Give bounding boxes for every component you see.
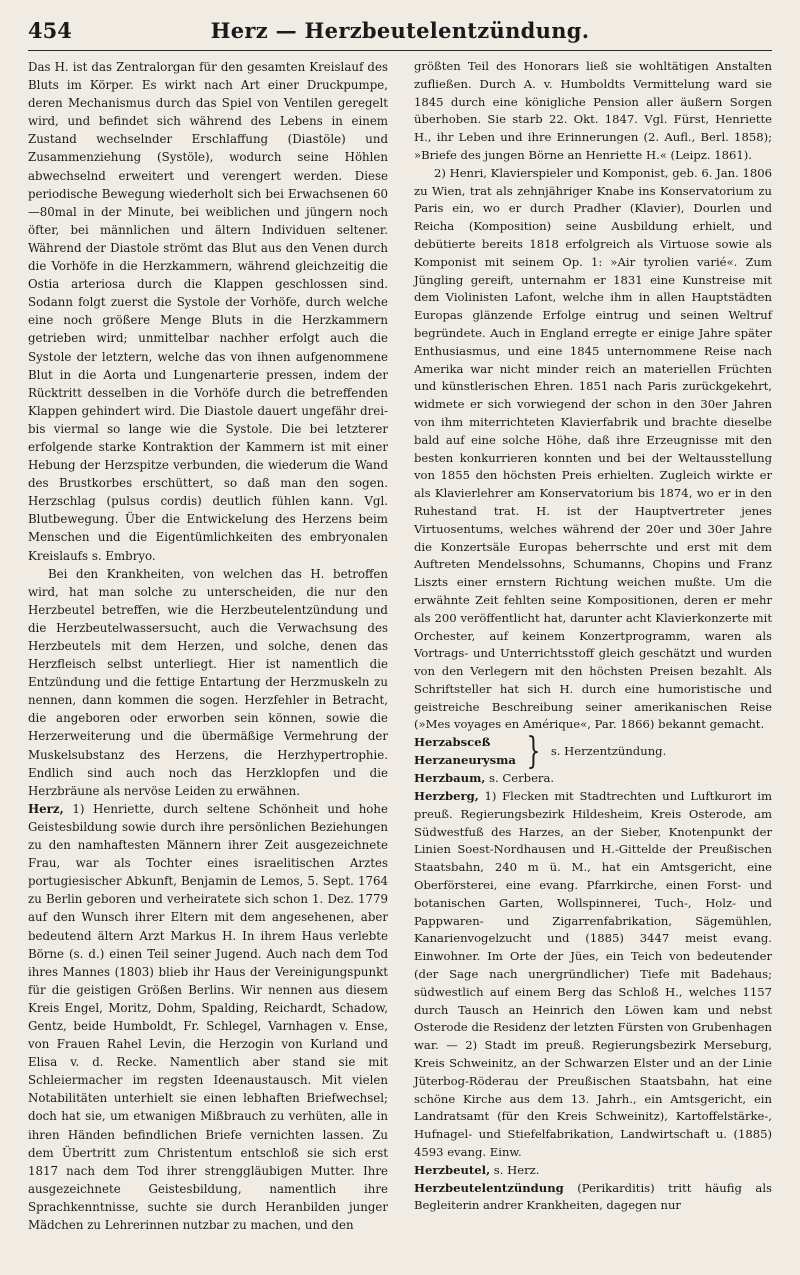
entry-headword: Herzabsceß xyxy=(414,735,491,750)
entry-herzbeutel xyxy=(414,1162,772,1180)
entry-headword: Herzbeutelentzündung xyxy=(414,1180,564,1195)
entry-text: 1) Flecken mit Stadtrechten und Luftkurort im preuß. Regierungsbezirk Hildesheim, Kreis Osterode, am Südwestfuß des Harzes, an der Sieber, Knotenpunkt der Linien Soest-Nordhausen und H.-Gittelde der Preußischen Staatsbahn, 240 m ü. M., hat ein Amtsgericht, eine Oberförsterei, eine evang. Pfarrkirche, einen Forst- und botanischen Garten, Wollspinnerei, Tuch-, Holz- und Pappwaren- und Zigarrenfabrikation, Sägemühlen, Kanarienvogelzucht und (1885) 3447 meist evang. Einwohner. Im Orte der Jües, ein Teich von bedeutender (der Sage nach unergründlicher) Tiefe mit Badehaus; südwestlich auf einem Berg das Schloß H., welches 1157 durch Tausch an Heinrich den Löwen kam und nebst Osterode die Residenz der letzten Fürsten von Grubenhagen war. — 2) Stadt im preuß. Regierungsbezirk Merseburg, Kreis Schweinitz, an der Schwarzen Elster und an der Linie Jüterbog-Röderau der Preußischen Staatsbahn, hat eine schöne Kirche aus dem 13. Jahrh., ein Amtsgericht, ein Landratsamt (für den Kreis Schweinitz), Kartoffelstärke-, Hufnagel- und Stiefelfabrikation, Landwirtschaft u. (1885) 4593 evang. Einw. xyxy=(414,789,772,1160)
paragraph: Das H. ist das Zentralorgan für den gesamten Kreislauf des Bluts im Körper. Es wirkt nach Art einer Druckpumpe, deren Mechanismus durch das Spiel von Ventilen geregelt wird, und befindet sich während des Lebens in einem Zustand wechselnder Erschlaffung (Diastöle) und Zusammenziehung (Systöle), wodurch seine Höhlen abwechselnd erweitert und verengert werden. Diese periodische Bewegung wiederholt sich bei Erwachsenen 60—80mal in der Minute, bei weiblichen und jüngern noch öfter, bei männlichen und ältern Individuen seltener. Während der Diastole strömt das Blut aus den Venen durch die Vorhöfe in die Herzkammern, während gleichzeitig die Ostia arteriosa durch die Klappen geschlossen sind. Sodann folgt zuerst die Systole der Vorhöfe, durch welche eine noch größere Menge Bluts in die Herzkammern getrieben wird; unmittelbar nachher erfolgt auch die Systole der letztern, welche das von ihnen aufgenommene Blut in die Aorta und Lungenarterie pressen, indem der Rücktritt desselben in die Vorhöfe durch die betreffenden Klappen gehindert wird. Die Diastole dauert ungefähr drei- bis viermal so lange wie die Systole. Die bei letzterer erfolgende starke Kontraktion der Kammern ist mit einer Hebung der Herzspitze verbunden, die wiederum die Wand des Brustkorbes erschüttert, so daß man den sogen. Herzschlag (pulsus cordis) deutlich fühlen kann. Vgl. Blutbewegung. Über die Entwickelung des Herzens beim Menschen und die Eigentümlichkeiten des embryonalen Kreislaufs s. Embryo. xyxy=(28,60,388,563)
left-column xyxy=(28,58,388,1234)
entry-text: 1) Henriette, durch seltene Schönheit und hohe Geistesbildung sowie durch ihre persönlichen Beziehungen zu den namhaftesten Männern ihrer Zeit ausgezeichnete Frau, war als Tochter eines israelitischen Arztes portugiesischer Abkunft, Benjamin de Lemos, 5. Sept. 1764 zu Berlin geboren und verheiratete sich schon 1. Dez. 1779 auf den Wunsch ihrer Eltern mit dem angesehenen, aber bedeutend ältern Arzt Markus H. In ihrem Haus verlebte Börne (s. d.) einen Teil seiner Jugend. Auch nach dem Tod ihres Mannes (1803) blieb ihr Haus der Vereinigungspunkt für die geistigen Größen Berlins. Wir nennen aus diesem Kreis Engel, Moritz, Dohm, Spalding, Reichardt, Schadow, Gentz, beide Humboldt, Fr. Schlegel, Varnhagen v. Ense, von Frauen Rahel Levin, die Herzogin von Kurland und Elisa v. d. Recke. Namentlich aber stand sie mit Schleiermacher im regsten Ideenaustausch. Mit vielen Notabilitäten unterhielt sie einen lebhaften Briefwechsel; doch hat sie, um etwanigen Mißbrauch zu verhüten, alle in ihren Händen befindlichen Briefe vernichten lassen. Zu dem Übertritt zum Christentum entschloß sie sich erst 1817 nach dem Tod ihrer strenggläubigen Mutter. Ihre ausgezeichnete Geistesbildung, namentlich ihre Sprachkenntnisse, suchte sie durch Heranbilden junger Mädchen zu Lehrerinnen nutzbar zu machen, und den xyxy=(28,801,388,1232)
entry-herzbeutelentzuendung xyxy=(414,1180,772,1216)
paragraph: 2) Henri, Klavierspieler und Komponist, geb. 6. Jan. 1806 zu Wien, trat als zehnjähriger Knabe ins Konservatorium zu Paris ein, wo er durch Pradher (Klavier), Dourlen und Reicha (Komposition) seine Ausbildung erhielt, und debütierte bereits 1818 erfolgreich als Virtuose sowie als Komponist mit seinem Op. 1: »Air tyrolien varié«. Zum Jüngling gereift, unternahm er 1831 eine Kunstreise mit dem Violinisten Lafont, welche ihm in allen Hauptstädten Europas glänzende Erfolge eintrug und seinen Weltruf begründete. Auch in England erregte er einige Jahre später Enthusiasmus, und eine 1845 unternommene Reise nach Amerika war nicht minder reich an materiellen Früchten und künstlerischen Ehren. 1851 nach Paris zurückgekehrt, widmete er sich vorwiegend der schon in den 30er Jahren von ihm miterrichteten Klavierfabrik und brachte dieselbe bald auf eine solche Höhe, daß ihre Erzeugnisse mit den besten konkurrieren konnten und bei der Weltausstellung von 1855 den höchsten Preis erhielten. Zugleich wirkte er als Klavierlehrer am Konservatorium bis 1874, wo er in den Ruhestand trat. H. ist der Hauptvertreter jenes Virtuosentums, welches während der 20er und 30er Jahre die Konzertsäle Europas beherrschte und erst mit dem Auftreten Mendelssohns, Schumanns, Chopins und Franz Liszts einer ernstern Richtung weichen mußte. Um die erwähnte Zeit fehlten seine Kompositionen, deren er mehr als 200 veröffentlicht hat, darunter acht Klavierkonzerte mit Orchester, auf keinem Konzertprogramm, waren als Vortrags- und Unterrichtsstoff gleich geschätzt und wurden von den Verlegern mit den höchsten Preisen bezahlt. Als Schriftsteller hat sich H. durch eine humoristische und geistreiche Beschreibung seiner amerikanischen Reise (»Mes voyages en Amérique«, Par. 1866) bekannt gemacht. xyxy=(414,165,772,732)
entry-headword: Herz, xyxy=(28,801,64,816)
entry-herz xyxy=(28,800,388,1234)
page-number: 454 xyxy=(28,18,72,43)
bracket-entry xyxy=(414,731,772,773)
entry-headword: Herzbeutel, xyxy=(414,1162,491,1177)
right-column xyxy=(414,58,772,1215)
entry-herzberg xyxy=(414,788,772,1162)
entry-headword: Herzberg, xyxy=(414,789,479,804)
page-header xyxy=(28,14,772,50)
running-head: Herz — Herzbeutelentzündung. xyxy=(210,18,590,43)
entry-text: s. Herz. xyxy=(490,1162,540,1177)
entry-text: s. Herzentzündung. xyxy=(550,744,667,759)
header-rule xyxy=(28,50,772,51)
entry-text: (Perikarditis) tritt häufig als Begleiterin andrer Krankheiten, dagegen nur xyxy=(414,1180,772,1213)
entry-headword: Herzbaum, xyxy=(414,771,486,786)
entry-herzbaum xyxy=(414,770,772,788)
paragraph: Bei den Krankheiten, von welchen das H. betroffen wird, hat man solche zu unterscheiden, die nur den Herzbeutel betreffen, wie die Herzbeutelentzündung und die Herzbeutelwassersucht, auch die Verwachsung des Herzbeutels mit dem Herzen, und solche, denen das Herzfleisch selbst unterliegt. Hier ist namentlich die Entzündung und die fettige Entartung der Herzmuskeln zu nennen, dann kommen die sogen. Herzfehler in Betracht, die angeboren oder erworben sein können, sowie die Herzerweiterung und die übermäßige Vermehrung der Muskelsubstanz des Herzens, die Herzhypertrophie. Endlich sind auch noch das Herzklopfen und die Herzbräune als nervöse Leiden zu erwähnen. xyxy=(28,566,388,798)
paragraph: größten Teil des Honorars ließ sie wohltätigen Anstalten zufließen. Durch A. v. Humboldts Vermittelung ward sie 1845 durch eine königliche Pension aller äußern Sorgen überhoben. Sie starb 22. Okt. 1847. Vgl. Fürst, Henriette H., ihr Leben und ihre Erinnerungen (2. Aufl., Berl. 1858); »Briefe des jungen Börne an Henriette H.« (Leipz. 1861). xyxy=(414,59,772,162)
entry-text: s. Cerbera. xyxy=(485,771,555,786)
entry-headword: Herzaneurysma xyxy=(414,753,516,768)
brace-icon: } xyxy=(526,731,541,773)
